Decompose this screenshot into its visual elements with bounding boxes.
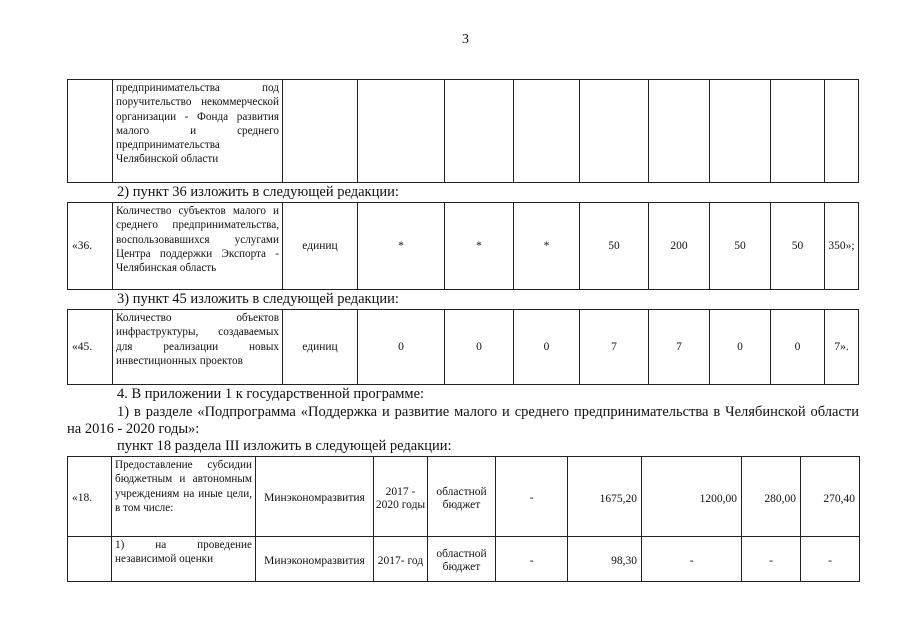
- value-cell-2018: -: [642, 537, 742, 582]
- row-number-cell: [68, 80, 113, 183]
- value-cell: 0: [445, 310, 514, 385]
- value-cell-2018: 1200,00: [642, 457, 742, 537]
- row-number: «18.: [68, 457, 112, 537]
- unit-cell: единиц: [283, 310, 358, 385]
- value-cell: 50: [771, 203, 825, 290]
- indicator-description: предпринимательства под поручительство некоммерческой организации - Фонда развития малого и среднего предпринимательства Челябинской области: [113, 80, 283, 183]
- value-cell: 0: [358, 310, 445, 385]
- value-cell: 7: [649, 310, 710, 385]
- table-cell: [580, 80, 649, 183]
- value-cell: *: [358, 203, 445, 290]
- indicator-description: Количество субъектов малого и среднего предпринимательства, воспользовавшихся услугами Центра поддержки Экспорта - Челябинская область: [113, 203, 283, 290]
- source-cell: областной бюджет: [428, 457, 496, 537]
- page-number: 3: [462, 32, 469, 47]
- value-cell: *: [445, 203, 514, 290]
- value-cell: 350»;: [825, 203, 859, 290]
- table-cell: [358, 80, 445, 183]
- table-cell: [825, 80, 859, 183]
- dash-cell: -: [496, 537, 568, 582]
- value-cell: 50: [710, 203, 771, 290]
- row-number-cell: [68, 537, 112, 582]
- row-18-table: [67, 456, 860, 582]
- amendment-heading-45: 3) пункт 45 изложить в следующей редакции:: [117, 291, 399, 307]
- row-36-table: [67, 202, 859, 290]
- row-number: «45.: [68, 310, 113, 385]
- value-cell: 0: [771, 310, 825, 385]
- value-cell: 50: [580, 203, 649, 290]
- point-18-heading: пункт 18 раздела III изложить в следующей редакции:: [117, 438, 452, 454]
- row-number: «36.: [68, 203, 113, 290]
- table-row: [68, 457, 860, 537]
- period-cell: 2017- год: [374, 537, 428, 582]
- table-row: [68, 80, 859, 183]
- table-cell: [710, 80, 771, 183]
- total-cell: 1675,20: [568, 457, 642, 537]
- value-cell: 0: [514, 310, 580, 385]
- value-cell: 200: [649, 203, 710, 290]
- period-cell: 2017 - 2020 годы: [374, 457, 428, 537]
- value-cell-2020: -: [801, 537, 860, 582]
- table-cell: [514, 80, 580, 183]
- indicator-description: Количество объектов инфраструктуры, создаваемых для реализации новых инвестиционных проектов: [113, 310, 283, 385]
- table-cell: [445, 80, 514, 183]
- total-cell: 98,30: [568, 537, 642, 582]
- continuation-table: [67, 79, 859, 183]
- source-cell: областной бюджет: [428, 537, 496, 582]
- measure-description: Предоставление субсидии бюджетным и автономным учреждениям на иные цели, в том числе:: [112, 457, 256, 537]
- executor-cell: Минэкономразвития: [256, 457, 374, 537]
- table-row: [68, 203, 859, 290]
- unit-cell: единиц: [283, 203, 358, 290]
- executor-cell: Минэкономразвития: [256, 537, 374, 582]
- table-row: [68, 310, 859, 385]
- value-cell-2019: 280,00: [742, 457, 801, 537]
- table-row: [68, 537, 860, 582]
- value-cell: 7».: [825, 310, 859, 385]
- table-cell: [283, 80, 358, 183]
- value-cell: 0: [710, 310, 771, 385]
- section-4-heading: 4. В приложении 1 к государственной программе:: [117, 386, 425, 402]
- value-cell-2019: -: [742, 537, 801, 582]
- amendment-heading-36: 2) пункт 36 изложить в следующей редакции:: [117, 184, 399, 200]
- value-cell-2020: 270,40: [801, 457, 860, 537]
- paragraph-1: 1) в разделе «Подпрограмма «Поддержка и развитие малого и среднего предпринимательства в Челябинской области на 2016 - 2020 годы»:: [67, 404, 859, 437]
- value-cell: 7: [580, 310, 649, 385]
- measure-description: 1) на проведение независимой оценки: [112, 537, 256, 582]
- dash-cell: -: [496, 457, 568, 537]
- value-cell: *: [514, 203, 580, 290]
- table-cell: [649, 80, 710, 183]
- row-45-table: [67, 309, 859, 385]
- table-cell: [771, 80, 825, 183]
